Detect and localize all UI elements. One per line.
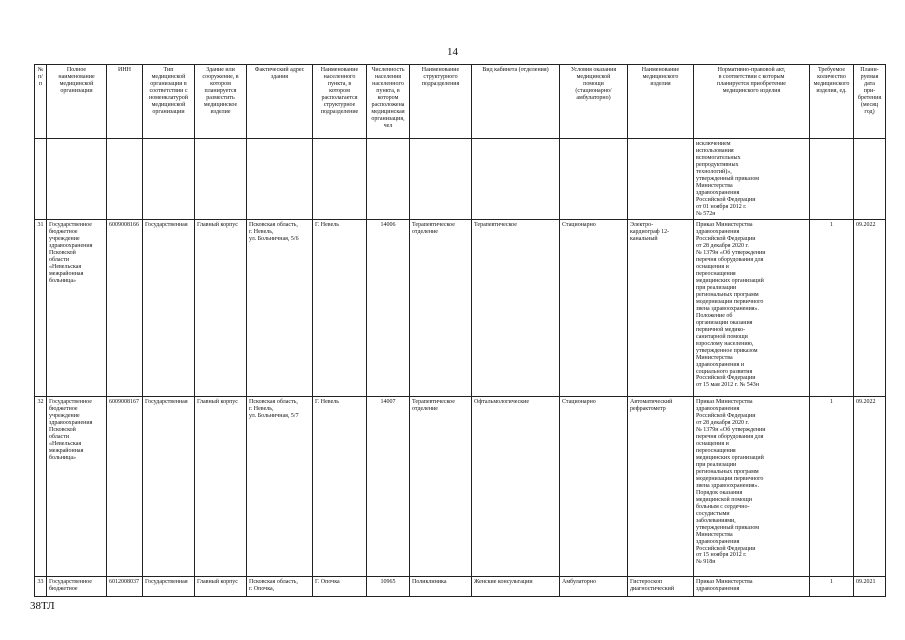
cell-date: 09.2022 [854, 397, 886, 577]
cell-org-name: Государственное бюджетное учреждение здравоохранения Псковской области «Невельская межрайонная больница» [47, 220, 107, 397]
cell-normative-act: Приказ Министерства здравоохранения Российской Федерации от 28 декабря 2020 г. № 1379н «Об утверждении перечня оборудования для оснащения и переоснащения медицинских организаций при реализации региональных программ модернизации первичного звена здравоохранения». Положение об организации оказания первичной медико- санитарной помощи взрослому населению, утвержденное приказом Министерства здравоохранения и социального развития Российской Федерации от 15 мая 2012 г. № 543н [694, 220, 810, 397]
cell-empty [313, 139, 367, 220]
cell-conditions: Амбулаторно [560, 577, 628, 597]
cell-population: 14006 [367, 220, 410, 397]
header-subdivision: Наименование структурного подразделения [410, 65, 472, 139]
cell-empty [47, 139, 107, 220]
cell-empty [810, 139, 854, 220]
cell-cabinet: Терапевтическое [472, 220, 560, 397]
cell-device: Автоматический рефрактометр [628, 397, 694, 577]
header-address: Фактический адрес здания [247, 65, 313, 139]
cell-date: 09.2022 [854, 220, 886, 397]
cell-num: 33 [35, 577, 47, 597]
footer-code: 38ТЛ [30, 600, 55, 612]
header-inn: ИНН [107, 65, 143, 139]
cell-empty [560, 139, 628, 220]
header-quantity: Требуемое количество медицинского изделия, ед. [810, 65, 854, 139]
header-locality: Наименование населенного пункта, в котором располагается структурное подразделение [313, 65, 367, 139]
header-normative-act: Нормативно-правовой акт, в соответствии с которым планируется приобретение медицинского изделия [694, 65, 810, 139]
cell-inn: 6009008167 [107, 397, 143, 577]
cell-inn: 6009008166 [107, 220, 143, 397]
cell-normative-act: исключением использования вспомогательных репродуктивных технологий)», утвержденный приказом Министерства здравоохранения Российской Федерации от 01 ноября 2012 г. № 572н [694, 139, 810, 220]
equipment-table [34, 64, 886, 597]
cell-inn: 6012008037 [107, 577, 143, 597]
table-row [35, 397, 886, 577]
header-device: Наименование медицинского изделия [628, 65, 694, 139]
cell-org-type: Государственная [143, 397, 195, 577]
cell-empty [410, 139, 472, 220]
cell-conditions: Стационарно [560, 220, 628, 397]
header-building: Здание или сооружение, в котором планируется разместить медицинское изделие [195, 65, 247, 139]
cell-address: Псковская область, г. Невель, ул. Больничная, 5/7 [247, 397, 313, 577]
cell-device: Электро- кардиограф 12- канальный [628, 220, 694, 397]
cell-org-type: Государственная [143, 220, 195, 397]
header-cabinet: Вид кабинета (отделения) [472, 65, 560, 139]
cell-empty [367, 139, 410, 220]
cell-address: Псковская область, г. Опочка, [247, 577, 313, 597]
cell-cabinet: Женские консультации [472, 577, 560, 597]
header-org-name: Полное наименование медицинской организации [47, 65, 107, 139]
header-num: № п/п [35, 65, 47, 139]
cell-population: 14007 [367, 397, 410, 577]
table-header-row [35, 65, 886, 139]
cell-locality: Г. Невель [313, 220, 367, 397]
cell-subdivision: Терапевтическое отделение [410, 397, 472, 577]
cell-org-name: Государственное бюджетное учреждение здравоохранения Псковской области «Невельская межрайонная больница» [47, 397, 107, 577]
cell-empty [35, 139, 47, 220]
cell-locality: Г. Невель [313, 397, 367, 577]
cell-date: 09.2021 [854, 577, 886, 597]
cell-empty [854, 139, 886, 220]
cell-org-type: Государственная [143, 577, 195, 597]
header-conditions: Условия оказания медицинской помощи (стационарно/ амбулаторно) [560, 65, 628, 139]
cell-subdivision: Поликлиника [410, 577, 472, 597]
cell-empty [247, 139, 313, 220]
cell-quantity: 1 [810, 397, 854, 577]
cell-device: Гистероскоп диагностический [628, 577, 694, 597]
cell-subdivision: Терапевтическое отделение [410, 220, 472, 397]
cell-empty [195, 139, 247, 220]
table-row [35, 139, 886, 220]
cell-num: 32 [35, 397, 47, 577]
cell-building: Главный корпус [195, 220, 247, 397]
cell-empty [107, 139, 143, 220]
cell-empty [472, 139, 560, 220]
cell-empty [143, 139, 195, 220]
header-date: Плани- руемая дата при- бретения (месяц год) [854, 65, 886, 139]
cell-org-name: Государственное бюджетное [47, 577, 107, 597]
table-row [35, 577, 886, 597]
cell-conditions: Стационарно [560, 397, 628, 577]
cell-address: Псковская область, г. Невель, ул. Больничная, 5/6 [247, 220, 313, 397]
cell-building: Главный корпус [195, 397, 247, 577]
cell-quantity: 1 [810, 220, 854, 397]
cell-population: 10965 [367, 577, 410, 597]
cell-normative-act: Приказ Министерства здравоохранения Российской Федерации от 28 декабря 2020 г. № 1379н «Об утверждении перечня оборудования для оснащения и переоснащения медицинских организаций при реализации региональных программ модернизации первичного звена здравоохранения». Порядок оказания медицинской помощи больным с сердечно- сосудистыми заболеваниями, утвержденный приказом Министерства здравоохранения Российской Федерации от 15 ноября 2012 г. № 918н [694, 397, 810, 577]
cell-empty [628, 139, 694, 220]
cell-num: 31 [35, 220, 47, 397]
cell-locality: Г. Опочка [313, 577, 367, 597]
cell-building: Главный корпус [195, 577, 247, 597]
table-row [35, 220, 886, 397]
header-org-type: Тип медицинской организации в соответствии с номенклатурой медицинской организации [143, 65, 195, 139]
cell-cabinet: Офтальмологические [472, 397, 560, 577]
cell-quantity: 1 [810, 577, 854, 597]
cell-normative-act: Приказ Министерства здравоохранения [694, 577, 810, 597]
header-population: Численность населения населенного пункта, в котором расположена медицинская организация, чел [367, 65, 410, 139]
page-number: 14 [447, 46, 458, 58]
